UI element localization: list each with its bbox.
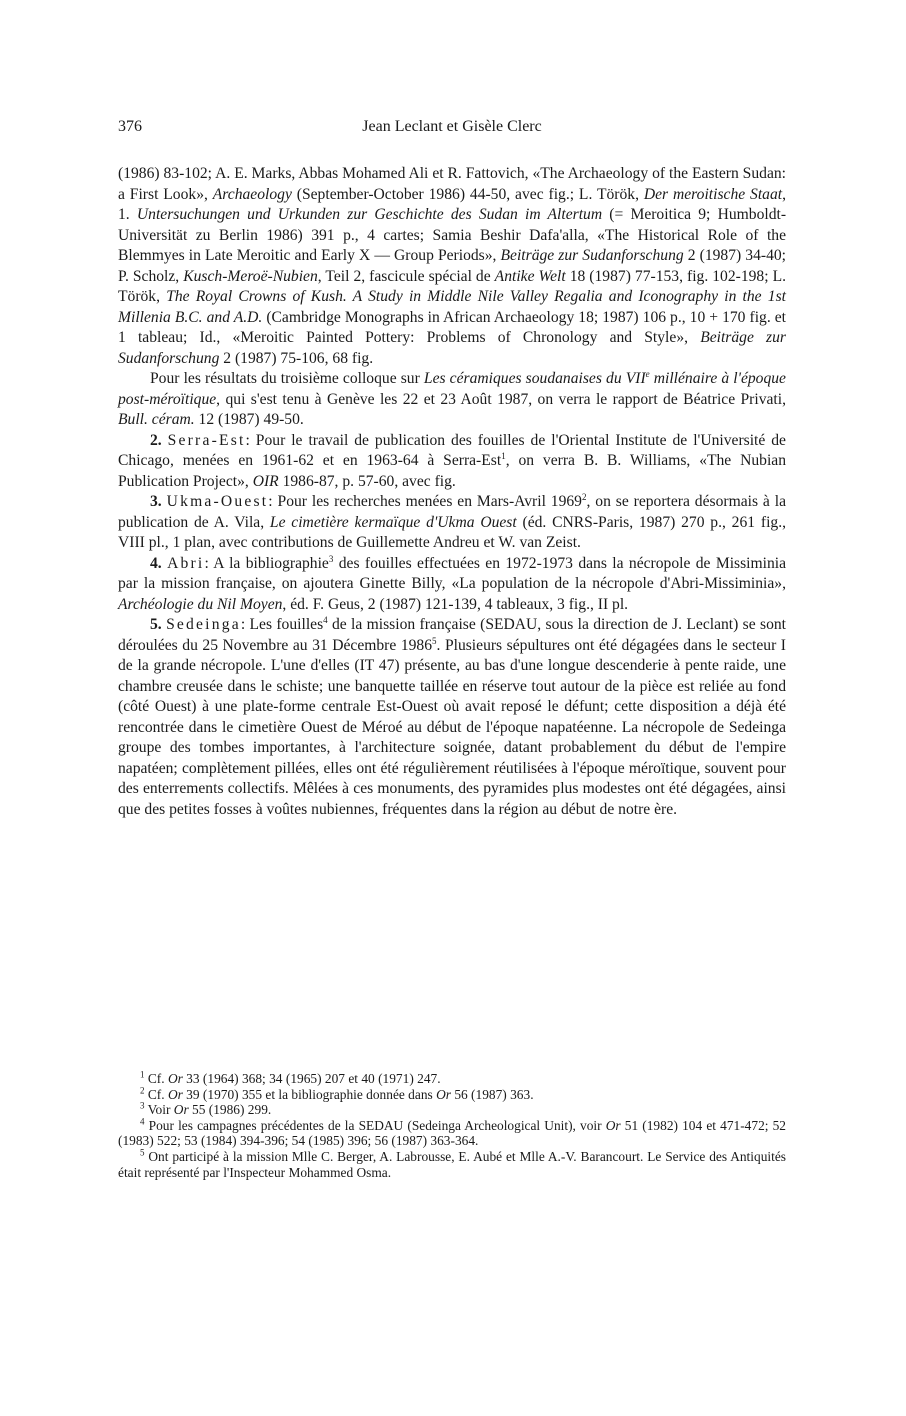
italic-run: Beiträge zur Sudanforschung [500,247,684,264]
italic-run: Or [167,1071,183,1086]
italic-run: Kusch-Meroë-Nubien [183,267,318,285]
text-run: , éd. F. Geus, 2 (1987) 121-139, 4 tableaux, 3 fig., II pl. [282,595,629,613]
footnote-ref: 2 [140,1085,145,1096]
italic-run: Or [167,1086,183,1102]
paragraph-colloque [118,369,786,431]
text-run: 56 (1987) 363. [450,1086,534,1102]
footnote-2 [118,1087,786,1103]
text-run: Ont participé à la mission Mlle C. Berger, A. Labrousse, E. Aubé et Mlle A.-V. Barancourt. Le Service des Antiquités était représenté par l'Inspecteur Mohammed Osma. [118,1148,786,1180]
text-run: 39 (1970) 355 et la bibliographie donnée dans [182,1086,437,1102]
footnote-1 [118,1071,786,1087]
text-run: 51 (1982) 104 et 471-472; 52 (1983) 522; 53 (1984) 394-396; 54 (1985) 396; 56 (1987) 363-364. [118,1117,787,1149]
footnote-ref: 2 [581,491,587,502]
text-run: (Cambridge Monographs in African Archaeology 18; 1987) 106 p., 10 + 170 fig. et 1 tableau; Id., «Meroitic Painted Pottery: Problems of Chronology and Style», [118,308,786,346]
text-run: : Pour le travail de publication des fouilles de l'Oriental Institute de l'Université de Chicago, menées en 1961-62 et en 1963-64 à Serra-Est [118,431,786,469]
italic-run: Archéologie du Nil Moyen [118,595,283,613]
section-abri [118,554,786,616]
text-run: de la mission française (SEDAU, sous la direction de J. Leclant) se sont déroulées du 25 Novembre au 31 Décembre 1986 [118,616,786,654]
text-run: (1986) 83-102; A. E. Marks, Abbas Mohamed Ali et R. Fattovich, «The Archaeology of the Eastern Sudan: a First Look», [118,165,786,203]
footnote-3 [118,1102,786,1118]
text-run: . Plusieurs sépultures ont été dégagées dans le secteur I de la grande nécropole. L'une d'elles (IT 47) présente, au bas d'une longue descenderie à pente raide, une chambre creusée dans le schiste; une banquette taillée en réserve tout autour de la pièce est reliée au fond (côté Ouest) à une plate-forme centrale Est-Ouest où avait reposé le défunt; cette disposition a déjà été rencontrée dans le cimetière Ouest de Méroé au début de l'époque napatéenne. La nécropole de Sedeinga groupe des tombes importantes, à l'architecture soignée, datant probablement du début de l'empire napatéen; complètement pillées, elles ont été régulièrement réutilisées à l'époque méroïtique, souvent pour des enterrements collectifs. Mêlées à ces monuments, des pyramides plus modestes ont été dégagées, ainsi que des petites fosses à voûtes nubiennes, fréquentes dans la région au début de notre ère. [118,636,786,818]
italic-run: Or [436,1086,451,1102]
paragraph-bibliography-continued [118,164,786,369]
text-run: Serra-Est [167,431,246,449]
text-run: 18 (1987) 77-153, fig. 102-198; L. Török, [118,267,786,305]
text-run: 2 (1987) 75-106, 68 fig. [219,349,374,367]
footnote-4 [118,1118,786,1149]
text-run: Abri [167,554,205,572]
text-run: (éd. CNRS-Paris, 1987) 270 p., 261 fig., VIII pl., 1 plan, avec contributions de Guillemette Andreu et W. van Zeist. [118,513,786,551]
text-run: 2 (1987) 34-40; P. Scholz, [118,247,787,285]
text-run: , 1. [118,185,787,223]
footnote-ref: 5 [432,635,437,646]
text-run: : A la bibliographie [204,554,329,572]
footnote-ref: 4 [323,614,328,625]
text-run: 2. [150,431,162,449]
footnotes [118,1071,786,1180]
text-run: Sedeinga [166,616,241,633]
italic-run: millénaire à l'époque post-méroïtique [118,370,786,408]
italic-run: Beiträge zur Sudanforschung [118,329,786,367]
footnote-ref: 4 [140,1116,145,1127]
text-run: 4. [150,554,162,572]
italic-run: Untersuchungen und Urkunden zur Geschichte des Sudan im Altertum [136,206,603,223]
main-text [118,164,786,820]
italic-run: OIR [252,472,279,490]
footnote-ref: 3 [328,553,334,564]
page-number: 376 [118,118,142,135]
text-run: , on se reportera désormais à la publication de A. Vila, [118,493,786,531]
section-sedeinga [118,615,786,820]
running-header [118,118,786,142]
text-run: (= Meroitica 9; Humboldt-Universität zu Berlin 1986) 391 p., 4 cartes; Samia Beshir Dafa'alla, «The Historical Role of the Blemmyes in Late Meroitic and Early X — Group Periods», [118,206,787,264]
text-run: , on verra B. B. Williams, «The Nubian Publication Project», [118,452,787,490]
text-run: 3. [150,493,162,510]
italic-run: Antike Welt [494,267,566,285]
section-serra-est [118,431,786,493]
footnote-5 [118,1149,786,1180]
italic-run: The Royal Crowns of Kush. A Study in Middle Nile Valley Regalia and Iconography in the 1st Millenia B.C. and A.D. [118,288,786,326]
text-run: 33 (1964) 368; 34 (1965) 207 et 40 (1971) 247. [182,1071,441,1086]
italic-run: Le cimetière kermaïque d'Ukma Ouest [269,513,517,531]
text-run: Pour les résultats du troisième colloque sur [150,370,424,387]
text-run: 1986-87, p. 57-60, avec fig. [278,472,456,490]
italic-run: Or [605,1117,621,1133]
footnote-ref: 1 [501,450,506,461]
footnote-ref: e [645,368,650,379]
text-run: Pour les campagnes précédentes de la SEDAU (Sedeinga Archeological Unit), voir [144,1117,606,1133]
italic-run: Archaeology [212,185,292,203]
text-run: Ukma-Ouest [166,493,269,510]
text-run: : Les fouilles [240,616,324,633]
text-run: 12 (1987) 49-50. [194,411,304,428]
italic-run: Bull. céram. [118,411,195,428]
footnote-ref: 1 [140,1069,145,1080]
text-run: (September-October 1986) 44-50, avec fig.; L. Török, [291,185,644,203]
footnote-ref: 5 [140,1147,145,1158]
text-run: 55 (1986) 299. [188,1102,272,1118]
text-run: des fouilles effectuées en 1972-1973 dans la nécropole de Missiminia par la mission française, on ajoutera Ginette Billy, «La population de la nécropole d'Abri-Missiminia», [118,554,787,592]
text-run: Cf. [144,1071,168,1086]
italic-run: Les céramiques soudanaises du VII [423,370,646,387]
running-title: Jean Leclant et Gisèle Clerc [362,118,542,135]
text-run: 5. [150,616,162,633]
footnote-ref: 3 [140,1100,145,1111]
text-run: : Pour les recherches menées en Mars-Avril 1969 [268,493,582,510]
italic-run: Der meroitische Staat [643,185,783,203]
italic-run: Or [173,1102,189,1118]
text-run: Voir [144,1102,174,1118]
text-run: Cf. [144,1086,168,1102]
text-run: , Teil 2, fascicule spécial de [317,267,495,285]
section-ukma-ouest [118,492,786,554]
text-run: , qui s'est tenu à Genève les 22 et 23 Août 1987, on verra le rapport de Béatrice Privati, [216,390,786,408]
